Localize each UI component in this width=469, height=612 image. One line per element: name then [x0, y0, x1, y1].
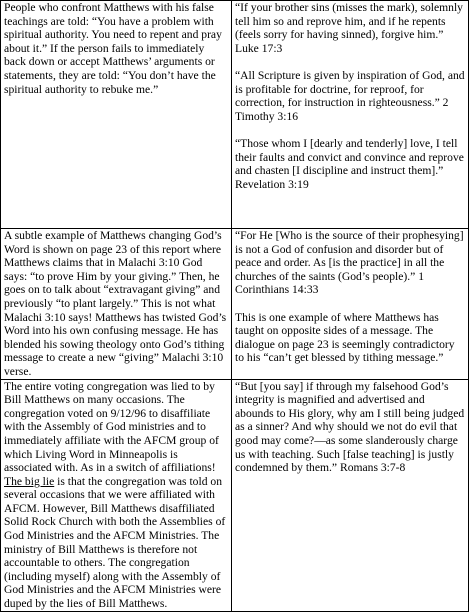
paragraph-gap	[235, 123, 465, 137]
commentary-text: This is one example of where Matthews has taught on opposite sides of a message. The dialogue on page 23 is seemingly contradictory to his “can’t get blessed by tithing message.”	[235, 310, 455, 365]
paragraph-gap	[235, 297, 465, 311]
left-text: People who confront Matthews with his false teachings are told: “You have a problem with spiritual authority. You need to repent and pray about it.” If the person fails to immediately back down or accept Matthews’ arguments or statements, they are told: “You don’t have the spiritual authority to rebuke me.”	[4, 1, 222, 96]
scripture-revelation: “Those whom I [dearly and tenderly] love, I tell their faults and convict and convince and reprove and chasten [I discipline and instruct them].” Revelation 3:19	[235, 136, 464, 191]
table-row	[1, 379, 469, 611]
scripture-luke: “If your brother sins (misses the mark), solemnly tell him so and reprove him, and if he repents (feels sorry for having sinned), forgive him.” Luke 17:3	[235, 1, 463, 55]
table-row	[1, 229, 469, 380]
right-cell	[232, 379, 469, 611]
left-text	[4, 380, 228, 611]
left-cell	[1, 1, 232, 229]
left-text: A subtle example of Matthews changing God’s Word is shown on page 23 of this report where Matthews claims that in Malachi 3:10 God says: “to prove Him by your giving.” Then, he goes on to talk about “extravagant giving” and previously “to plant largely.” This is not what Malachi 3:10 says! Matthews has twisted God’s Word into his own confusing message. He has blended his sowing theology onto God’s tithing message to create a new “giving” Malachi 3:10 verse.	[4, 229, 227, 378]
scripture-corinthians: “For He [Who is the source of their prophesying] is not a God of confusion and disorder but of peace and order. As [is the practice] in all the churches of the saints (God’s people).” 1 Corinthians 14:33	[235, 229, 464, 297]
right-cell	[232, 229, 469, 380]
left-cell	[1, 229, 232, 380]
underlined-phrase: The big lie	[4, 474, 55, 488]
scripture-romans: “But [you say] if through my falsehood God’s integrity is magnified and advertised and abounds to His glory, why am I still being judged as a sinner? And why should we not do evil that good may come?—as some slanderously charge us with teaching. Such [false teaching] is justly condemned by them.” Romans 3:7-8	[235, 379, 465, 475]
table-row	[1, 1, 469, 229]
left-text-rest: is that the congregation was told on several occasions that we were affiliated with AFCM. However, Bill Matthews disaffiliated Solid Rock Church with both the Assemblies of God Ministries and the AFCM Ministries. The ministry of Bill Matthews is therefore not accountable to others. The congregation (including myself) along with the Assembly of God Ministries and the AFCM Ministries were duped by the lies of Bill Matthews.	[4, 474, 226, 611]
left-cell	[1, 379, 232, 611]
scripture-timothy: “All Scripture is given by inspiration of God, and is profitable for doctrine, for reproof, for correction, for instruction in righteousness.” 2 Timothy 3:16	[235, 68, 465, 123]
paragraph-gap	[235, 55, 465, 69]
right-cell	[232, 1, 469, 229]
left-text-intro: The entire voting congregation was lied to by Bill Matthews on many occasions. The congregation voted on 9/12/96 to disaffiliate with the Assembly of God ministries and to immediately affiliate with the AFCM group of which Living Word in Minneapolis is associated with. As in a switch of affiliations!	[4, 379, 219, 475]
